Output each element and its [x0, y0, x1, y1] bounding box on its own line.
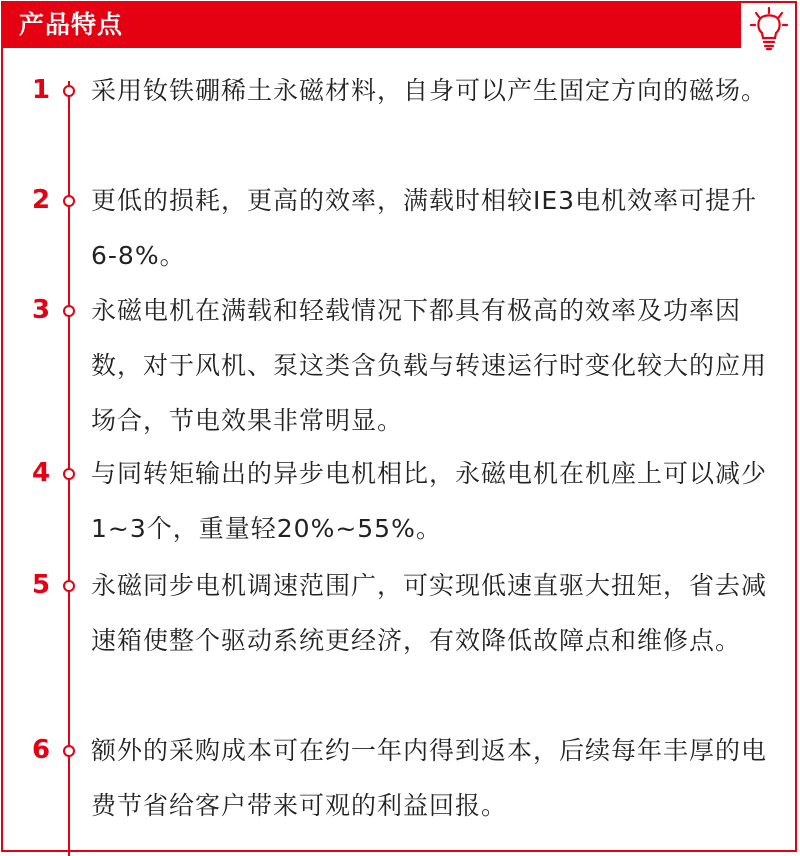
feature-text: 额外的采购成本可在约一年内得到返本，后续每年丰厚的电费节省给客户带来可观的利益回报。 [91, 736, 768, 820]
feature-text: 采用钕铁硼稀土永磁材料，自身可以产生固定方向的磁场。 [91, 76, 768, 105]
timeline-dot [63, 580, 75, 592]
timeline-dot [63, 85, 75, 97]
timeline-dot [63, 745, 75, 757]
feature-number: 2 [31, 185, 51, 215]
feature-number: 3 [31, 295, 51, 325]
feature-number: 6 [31, 735, 51, 765]
feature-text: 与同转矩输出的异步电机相比，永磁电机在机座上可以减少1~3个，重量轻20%~55%。 [91, 459, 768, 543]
timeline-dot [63, 468, 75, 480]
feature-text: 更低的损耗，更高的效率，满载时相较IE3电机效率可提升6-8%。 [91, 186, 758, 270]
feature-number: 4 [31, 458, 51, 488]
lightbulb-icon [743, 5, 795, 53]
header-bar [3, 3, 741, 48]
feature-card [1, 1, 797, 852]
feature-text: 永磁同步电机调速范围广，可实现低速直驱大扭矩，省去减速箱使整个驱动系统更经济，有效降低故障点和维修点。 [91, 571, 768, 655]
feature-number: 1 [31, 75, 51, 105]
timeline-dot [63, 305, 75, 317]
page-title: 产品特点 [19, 10, 124, 39]
timeline-dot [63, 195, 75, 207]
feature-number: 5 [31, 570, 51, 600]
feature-text: 永磁电机在满载和轻载情况下都具有极高的效率及功率因数，对于风机、泵这类含负载与转速运行时变化较大的应用场合，节电效果非常明显。 [91, 296, 768, 435]
